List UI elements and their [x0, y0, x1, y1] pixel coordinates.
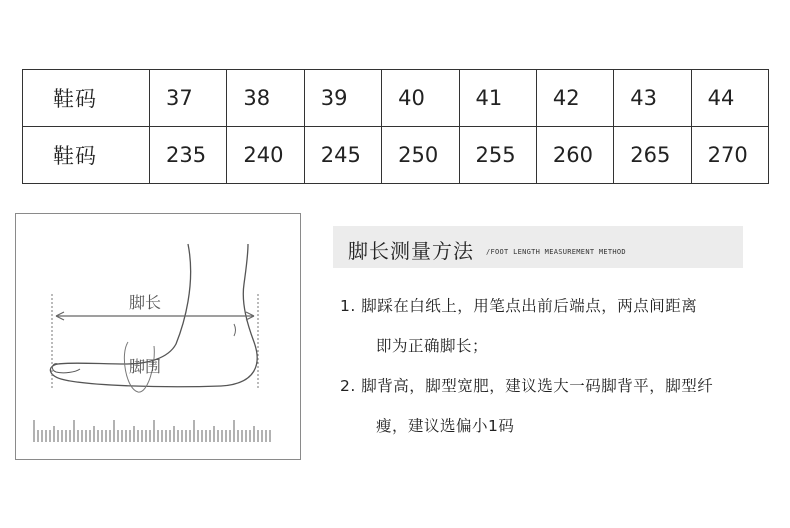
- ankle-mark: [234, 324, 236, 336]
- table-row: [23, 70, 769, 127]
- foot-girth-label: 脚围: [129, 357, 162, 376]
- table-cell: 41: [459, 70, 536, 127]
- step-1-line-2: 即为正确脚长；: [376, 337, 489, 355]
- table-cell: 265: [614, 127, 691, 184]
- table-cell: 37: [150, 70, 227, 127]
- table-row: [23, 127, 769, 184]
- table-cell: 235: [150, 127, 227, 184]
- step-2-line-1: 2. 脚背高，脚型宽肥，建议选大一码脚背平，脚型纤: [340, 377, 714, 395]
- table-cell: 39: [304, 70, 381, 127]
- size-table: [22, 69, 769, 184]
- step-1-line-1: 1. 脚踩在白纸上，用笔点出前后端点，两点间距离: [340, 297, 698, 315]
- table-cell: 44: [691, 70, 768, 127]
- ruler: [34, 420, 270, 442]
- method-title: 脚长测量方法: [348, 239, 474, 263]
- method-subtitle: /FOOT LENGTH MEASUREMENT METHOD: [486, 248, 626, 256]
- foot-length-label: 脚长: [129, 293, 162, 312]
- table-cell: 43: [614, 70, 691, 127]
- method-header: [333, 226, 743, 268]
- toe-outline: [52, 364, 80, 373]
- table-cell: 42: [536, 70, 613, 127]
- foot-measurement-diagram: [15, 213, 301, 460]
- table-cell: 38: [227, 70, 304, 127]
- table-cell: 240: [227, 127, 304, 184]
- table-cell: 270: [691, 127, 768, 184]
- row-header: 鞋码: [23, 127, 150, 184]
- step-2-line-2: 瘦，建议选偏小1码: [376, 417, 515, 435]
- table-cell: 40: [382, 70, 459, 127]
- table-cell: 250: [382, 127, 459, 184]
- row-header: 鞋码: [23, 70, 150, 127]
- table-cell: 260: [536, 127, 613, 184]
- table-cell: 255: [459, 127, 536, 184]
- table-cell: 245: [304, 127, 381, 184]
- foot-illustration: [16, 214, 301, 460]
